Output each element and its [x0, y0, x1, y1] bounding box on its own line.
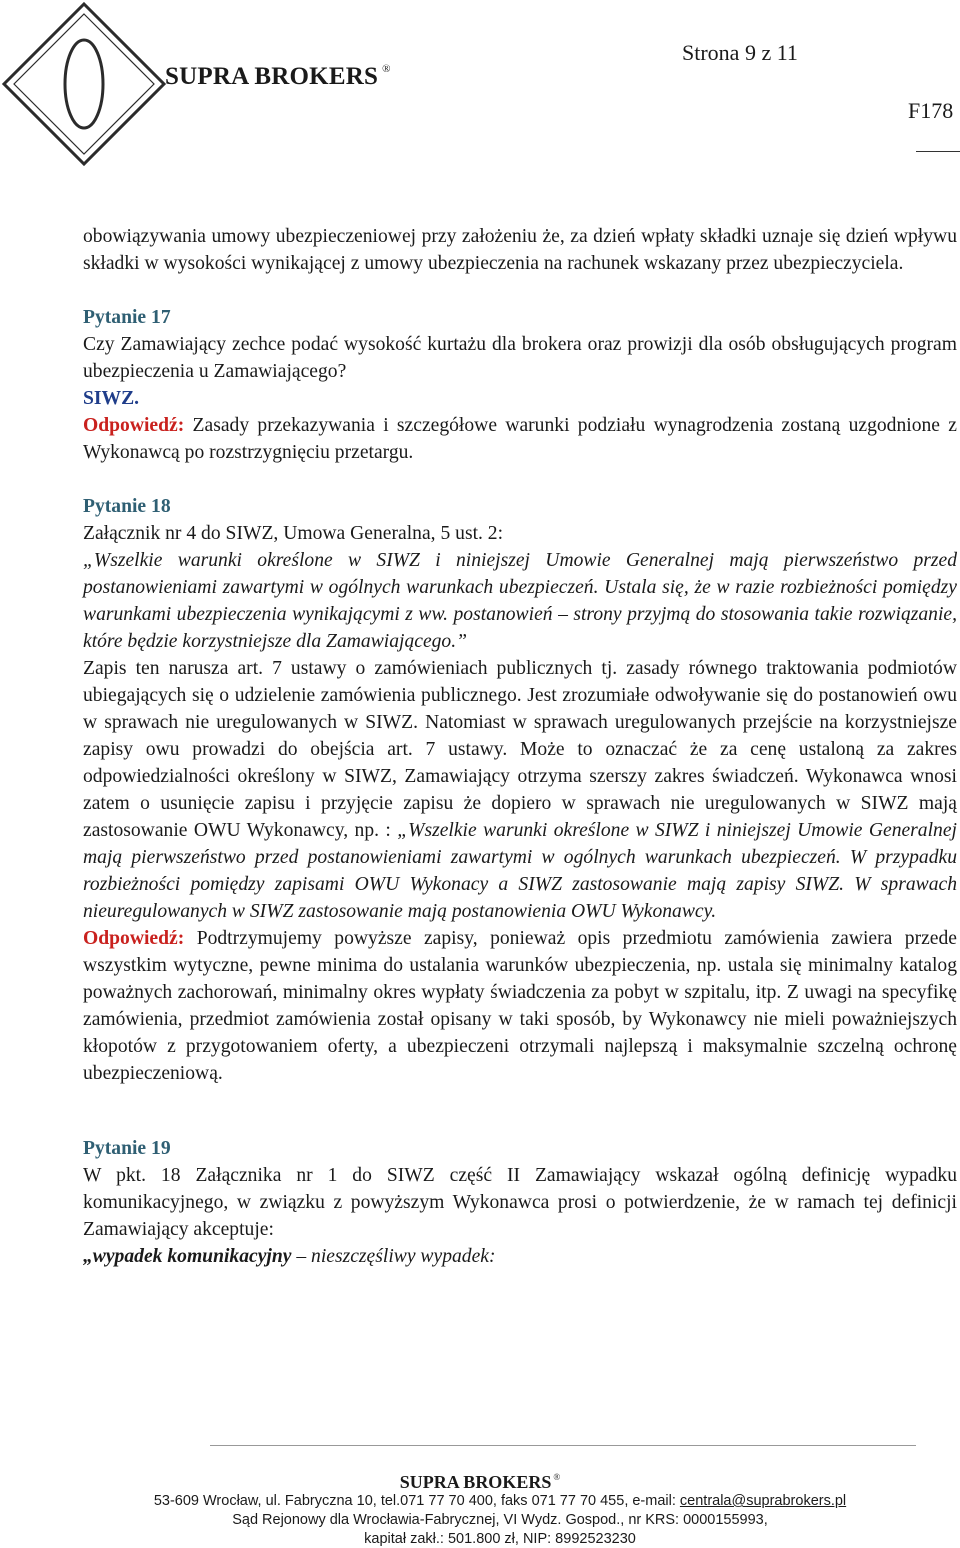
question-18-answer: Odpowiedź: Podtrzymujemy powyższe zapisy, ponieważ opis przedmiotu zamówienia zawiera przede wszystkim wytyczne, pewne minima do ustalania warunków ubezpieczenia, np. ustala się minimalny katalog poważnych zachorowań, minimalny okres wypłaty świadczenia za pobyt w szpitalu, itp. Z uwagi na specyfikę zamówienia, przedmiot zamówienia został opisany w taki sposób, by Wykonawcy nie mieli poważniejszych kłopotów z przygotowaniem oferty, a ubezpieczeni otrzymali najlepszą i maksymalnie szczelną ochronę ubezpieczeniową. [83, 928, 957, 1084]
question-18-reference: Załącznik nr 4 do SIWZ, Umowa Generalna, 5 ust. 2: [83, 523, 504, 544]
footer-brand: SUPRA BROKERS ® [399, 1472, 561, 1492]
document-body [83, 223, 957, 1270]
question-19-text: W pkt. 18 Załącznika nr 1 do SIWZ część II Zamawiający wskazał ogólną definicję wypadku komunikacyjnego, w związku z powyższym Wykonawca prosi o potwierdzenie, że w ramach tej definicji Zamawiający akceptuje: [83, 1165, 957, 1240]
page-footer [0, 1467, 960, 1548]
question-17-answer: Odpowiedź: Zasady przekazywania i szczegółowe warunki podziału wynagrodzenia zostaną uzgodnione z Wykonawcą po rozstrzygnięciu przetargu. [83, 415, 957, 463]
logo-oval [65, 40, 103, 128]
question-18-title: Pytanie 18 [83, 496, 171, 517]
footer-court: Sąd Rejonowy dla Wrocławia-Fabrycznej, VI Wydz. Gospod., nr KRS: 0000155993, [232, 1512, 768, 1528]
company-logo [0, 0, 168, 170]
header-rule [916, 151, 960, 152]
definition-term: „wypadek komunikacyjny [83, 1246, 292, 1267]
footer-email-link[interactable]: centrala@suprabrokers.pl [679, 1493, 847, 1509]
question-19-title: Pytanie 19 [83, 1138, 171, 1159]
registered-mark: ® [382, 63, 391, 75]
footer-rule [210, 1445, 916, 1446]
question-19-definition: „wypadek komunikacyjny – nieszczęśliwy wypadek: [83, 1246, 496, 1267]
question-17-title: Pytanie 17 [83, 307, 171, 328]
footer-address: 53-609 Wrocław, ul. Fabryczna 10, tel.071 77 70 400, faks 071 77 70 455, e-mail: centrala@suprabrokers.pl [153, 1493, 847, 1509]
logo-diamond-outer [4, 4, 164, 164]
question-18-quote: „Wszelkie warunki określone w SIWZ i niniejszej Umowie Generalnej mają pierwszeństwo przed postanowieniami zawartymi w ogólnych warunkach ubezpieczeń. Ustala się, że w razie rozbieżności pomiędzy warunkami ubezpieczenia wynikającymi z ww. postanowień – strony przyjmą do stosowania takie rozwiązanie, które będzie korzystniejsze dla Zamawiającego.” [83, 550, 957, 652]
question-18-proposed-quote: „Wszelkie warunki określone w SIWZ i niniejszej Umowie Generalnej mają pierwszeństwo przed postanowieniami zawartymi w ogólnych warunkach ubezpieczeń. W przypadku rozbieżności pomiędzy zapisami OWU Wykonacy a SIWZ zastosowanie mają zapisy SIWZ. W sprawach nieuregulowanych w SIWZ zastosowanie mają postanowienia OWU Wykonawcy. [83, 820, 957, 922]
answer-label: Odpowiedź: [83, 415, 185, 436]
question-18-text: Zapis ten narusza art. 7 ustawy o zamówieniach publicznych tj. zasady równego traktowania podmiotów ubiegających się o udzielenie zamówienia publicznego. Jest zrozumiałe odwoływanie się do postanowień owu w sprawach nie uregulowanych w SIWZ. Natomiast w sprawach uregulowanych przejście na korzystniejsze zapisy owu prowadzi do obejścia art. 7 ustawy. Może to oznaczać że za cenę ustaloną za zakres odpowiedzialności określony w SIWZ, Zamawiający otrzyma szerszy zakres świadczeń. Wykonawca wnosi zatem o usunięcie zapisu i przyjęcie zapisu że dopiero w sprawach nie uregulowanych w SIWZ mają zastosowanie OWU Wykonawcy, np. : „Wszelkie warunki określone w SIWZ i niniejszej Umowie Generalnej mają pierwszeństwo przed postanowieniami zawartymi w ogólnych warunkach ubezpieczeń. W przypadku rozbieżności pomiędzy zapisami OWU Wykonacy a SIWZ zastosowanie mają zapisy SIWZ. W sprawach nieuregulowanych w SIWZ zastosowanie mają postanowienia OWU Wykonawcy. [83, 658, 957, 922]
question-17-siwz: SIWZ. [83, 388, 140, 409]
answer-label: Odpowiedź: [83, 928, 185, 949]
footer-capital: kapitał zakł.: 501.800 zł, NIP: 8992523230 [364, 1531, 636, 1547]
question-17-text: Czy Zamawiający zechce podać wysokość kurtażu dla brokera oraz prowizji dla osób obsługujących program ubezpieczenia u Zamawiającego? [83, 334, 957, 382]
intro-paragraph: obowiązywania umowy ubezpieczeniowej przy założeniu że, za dzień wpłaty składki uznaje się dzień wpływu składki w wysokości wynikającej z umowy ubezpieczenia na rachunek wskazany przez ubezpieczyciela. [83, 226, 957, 274]
document-code: F178 [908, 98, 954, 123]
header-brand: SUPRA BROKERS ® [165, 63, 391, 90]
page-number: Strona 9 z 11 [682, 40, 798, 65]
logo-diamond-inner [14, 14, 154, 154]
